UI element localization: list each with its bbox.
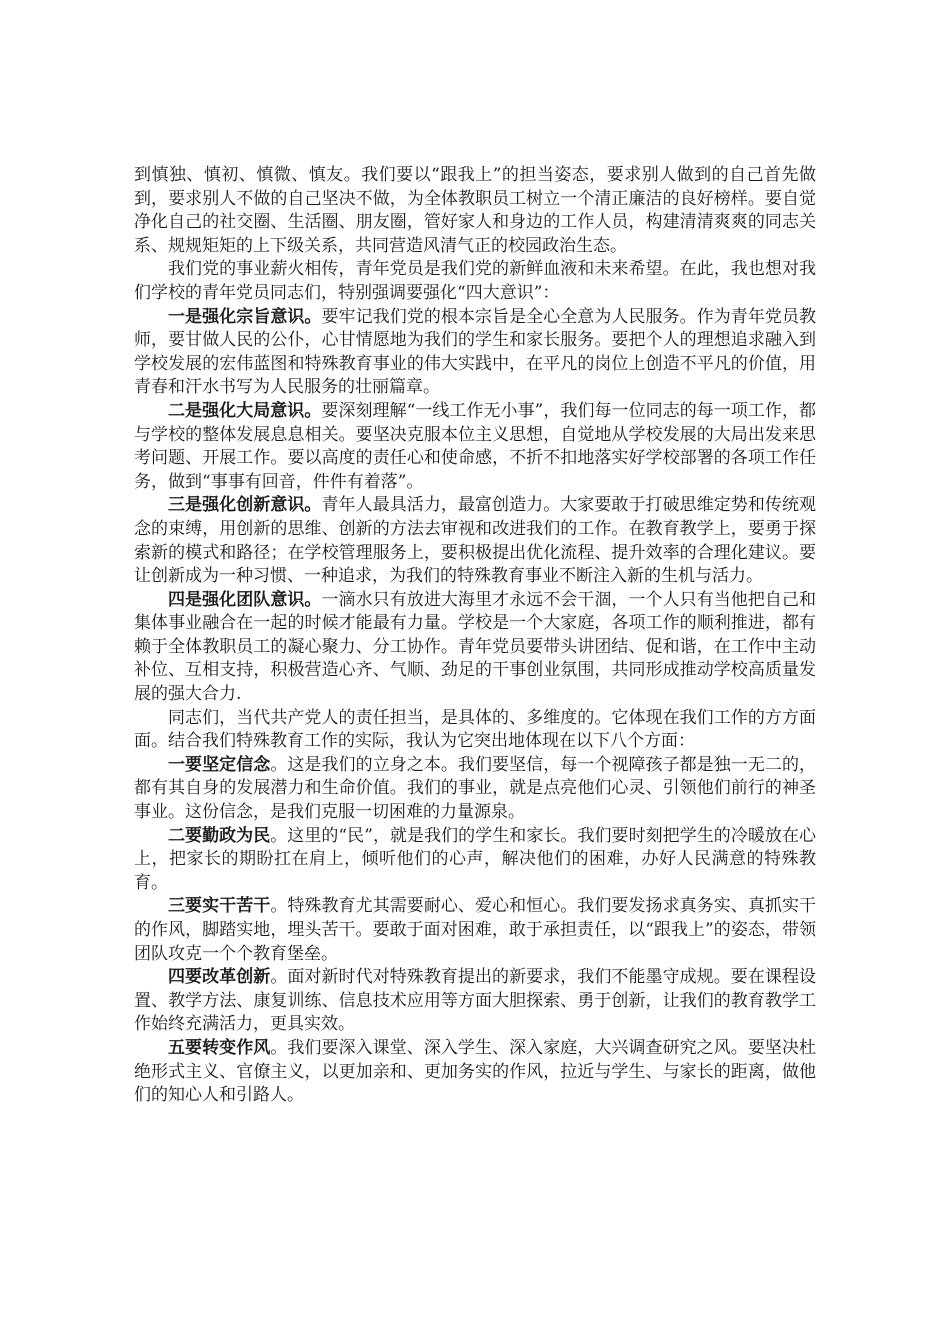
document-page [134,164,816,1108]
paragraph-text: 要深刻理解“一线工作无小事”，我们每一位同志的每一项工作，都与学校的整体发展息息相关。要坚决克服本位主义思想，自觉地从学校发展的大局出发来思考问题、开展工作。要以高度的责任心和使命感，不折不扣地落实好学校部署的各项工作任务，做到“事事有回音，件件有着落”。 [134,400,816,492]
paragraph-lead: 三要实干苦干 [168,896,271,917]
paragraph-text: 一滴水只有放进大海里才永远不会干涸，一个人只有当他把自己和集体事业融合在一起的时候才能最有力量。学校是一个大家庭，各项工作的顺利推进，都有赖于全体教职员工的凝心聚力、分工协作。青年党员要带头讲团结、促和谐，在工作中主动补位、互相支持，积极营造心齐、气顺、劲足的干事创业氛围，共同形成推动学校高质量发展的强大合力. [134,589,817,705]
paragraph-change-style [134,1037,816,1108]
paragraph-lead: 二要勤政为民 [168,825,271,846]
paragraph-text: 要牢记我们党的根本宗旨是全心全意为人民服务。作为青年党员教师，要甘做人民的公仆，心甘情愿地为我们的学生和家长服务。要把个人的理想追求融入到学校发展的宏伟蓝图和特殊教育事业的伟大实践中，在平凡的岗位上创造不平凡的价值，用青春和汗水书写为人民服务的壮丽篇章。 [134,306,817,398]
paragraph-lead: 一要坚定信念 [168,754,271,775]
paragraph-lead: 四要改革创新 [168,967,271,988]
paragraph-text: 。这是我们的立身之本。我们要坚信，每一个视障孩子都是独一无二的，都有其自身的发展潜力和生命价值。我们的事业，就是点亮他们心灵、引领他们前行的神圣事业。这份信念，是我们克服一切困难的力量源泉。 [134,754,817,823]
paragraph-conduct [134,164,816,258]
paragraph-text: 我们党的事业薪火相传，青年党员是我们党的新鲜血液和未来希望。在此，我也想对我们学校的青年党员同志们，特别强调要强化“四大意识”： [134,259,816,303]
paragraph-lead: 四是强化团队意识。 [168,589,322,610]
paragraph-lead: 一是强化宗旨意识。 [168,306,322,327]
paragraph-serve-people [134,825,816,896]
paragraph-reform-innovation [134,966,816,1037]
paragraph-hard-work [134,895,816,966]
paragraph-text: 同志们，当代共产党人的责任担当，是具体的、多维度的。它体现在我们工作的方方面面。结合我们特殊教育工作的实际，我认为它突出地体现在以下八个方面： [134,707,816,752]
paragraph-lead: 二是强化大局意识。 [168,400,322,421]
paragraph-youth-intro [134,258,816,305]
paragraph-innovation-awareness [134,494,816,588]
paragraph-text: 。特殊教育尤其需要耐心、爱心和恒心。我们要发扬求真务实、真抓实干的作风，脚踏实地，埋头苦干。要敢于面对困难，敢于承担责任，以“跟我上”的姿态，带领团队攻克一个个教育堡垒。 [134,896,817,964]
paragraph-text: 。这里的“民”，就是我们的学生和家长。我们要时刻把学生的冷暖放在心上，把家长的期盼扛在肩上，倾听他们的心声，解决他们的困难，办好人民满意的特殊教育。 [134,825,817,893]
paragraph-purpose-awareness [134,306,816,400]
paragraph-lead: 三是强化创新意识。 [168,495,322,516]
paragraph-firm-belief [134,754,816,825]
paragraph-team-awareness [134,589,816,707]
paragraph-eight-aspects-intro [134,707,816,754]
paragraph-text: 到慎独、慎初、慎微、慎友。我们要以“跟我上”的担当姿态，要求别人做到的自己首先做到，要求别人不做的自己坚决不做，为全体教职员工树立一个清正廉洁的良好榜样。要自觉净化自己的社交圈、生活圈、朋友圈，管好家人和身边的工作人员，构建清清爽爽的同志关系、规规矩矩的上下级关系，共同营造风清气正的校园政治生态。 [134,165,816,256]
paragraph-text: 。我们要深入课堂、深入学生、深入家庭，大兴调查研究之风。要坚决杜绝形式主义、官僚主义，以更加亲和、更加务实的作风，拉近与学生、与家长的距离，做他们的知心人和引路人。 [134,1037,817,1106]
paragraph-text: 青年人最具活力，最富创造力。大家要敢于打破思维定势和传统观念的束缚，用创新的思维、创新的方法去审视和改进我们的工作。在教育教学上，要勇于探索新的模式和路径；在学校管理服务上，要积极提出优化流程、提升效率的合理化建议。要让创新成为一种习惯、一种追求，为我们的特殊教育事业不断注入新的生机与活力。 [134,495,817,587]
paragraph-text: 。面对新时代对特殊教育提出的新要求，我们不能墨守成规。要在课程设置、教学方法、康复训练、信息技术应用等方面大胆探索、勇于创新，让我们的教育教学工作始终充满活力，更具实效。 [134,967,817,1035]
paragraph-lead: 五要转变作风 [168,1037,271,1058]
paragraph-overall-awareness [134,400,816,494]
